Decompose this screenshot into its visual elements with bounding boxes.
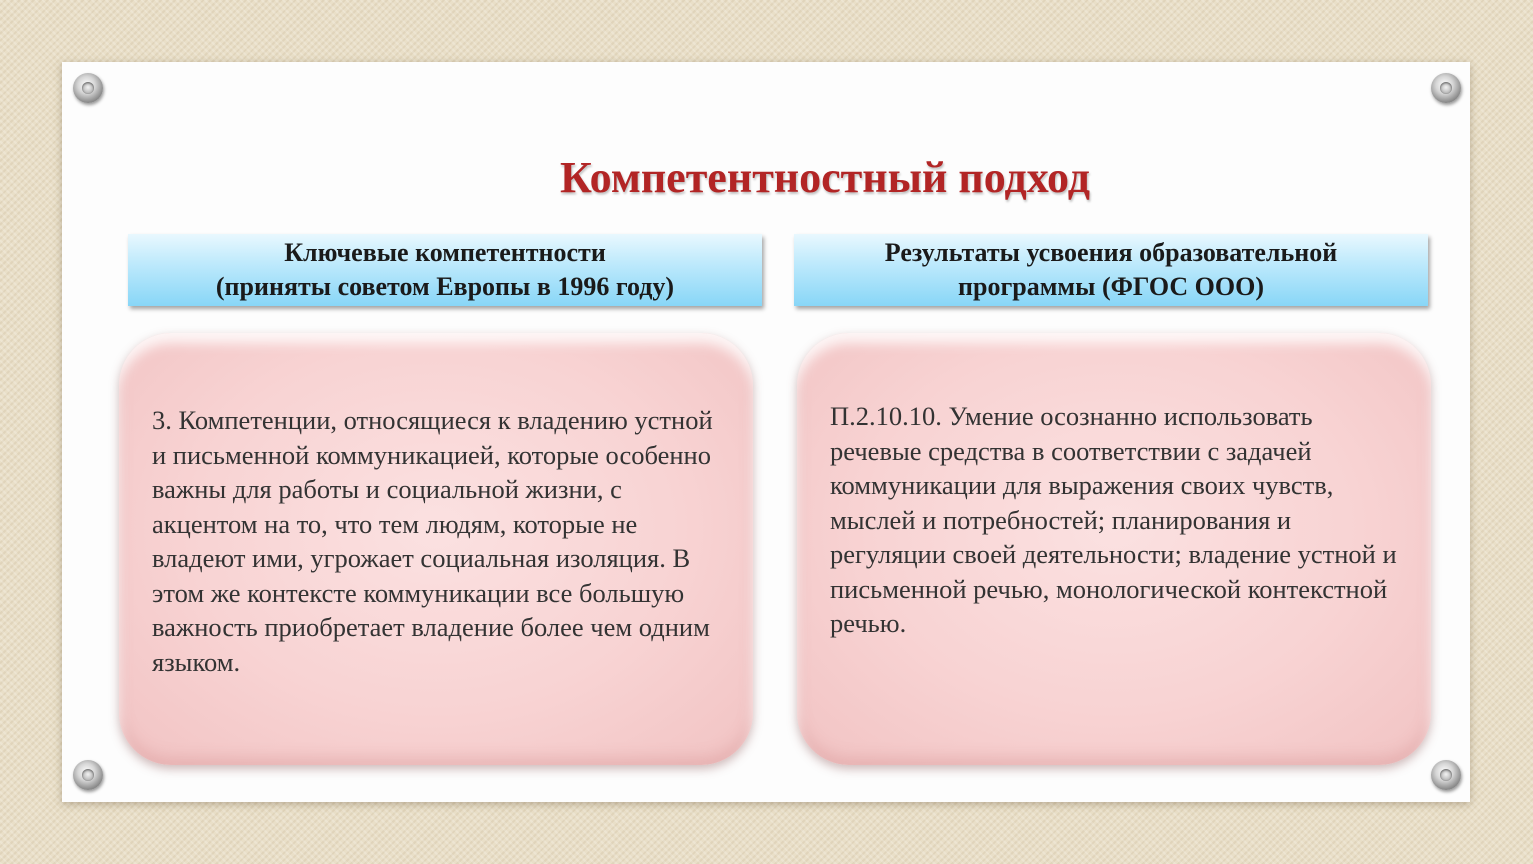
slide-title: Компетентностный подход xyxy=(559,153,1091,202)
left-header-line1: Ключевые компетентности xyxy=(284,238,606,267)
left-card-text: 3. Компетенции, относящиеся к владению устной и письменной коммуникацией, которые особенно важны для работы и социальной жизни, с акцентом на то, что тем людям, которые не владеют ими, угрожает социальная изоляция. В этом же контексте коммуникации все большую важность приобретает владение более чем одним языком. xyxy=(152,405,713,677)
right-header-line2: программы (ФГОС ООО) xyxy=(958,272,1264,301)
right-header-line1: Результаты усвоения образовательной xyxy=(884,238,1338,267)
right-column-header xyxy=(794,234,1428,306)
pushpin-icon xyxy=(73,73,103,103)
right-content-card xyxy=(797,333,1431,765)
right-card-text: П.2.10.10. Умение осознанно использовать речевые средства в соответствии с задачей коммуникации для выражения своих чувств, мыслей и потребностей; планирования и регуляции своей деятельности; владение устной и письменной речью, монологической контекстной речью. xyxy=(830,401,1397,639)
left-column-header xyxy=(128,234,762,306)
left-content-card xyxy=(119,333,753,765)
pushpin-icon xyxy=(1431,73,1461,103)
pushpin-icon xyxy=(1431,760,1461,790)
left-header-line2: (приняты советом Европы в 1996 году) xyxy=(215,272,675,301)
pushpin-icon xyxy=(73,760,103,790)
